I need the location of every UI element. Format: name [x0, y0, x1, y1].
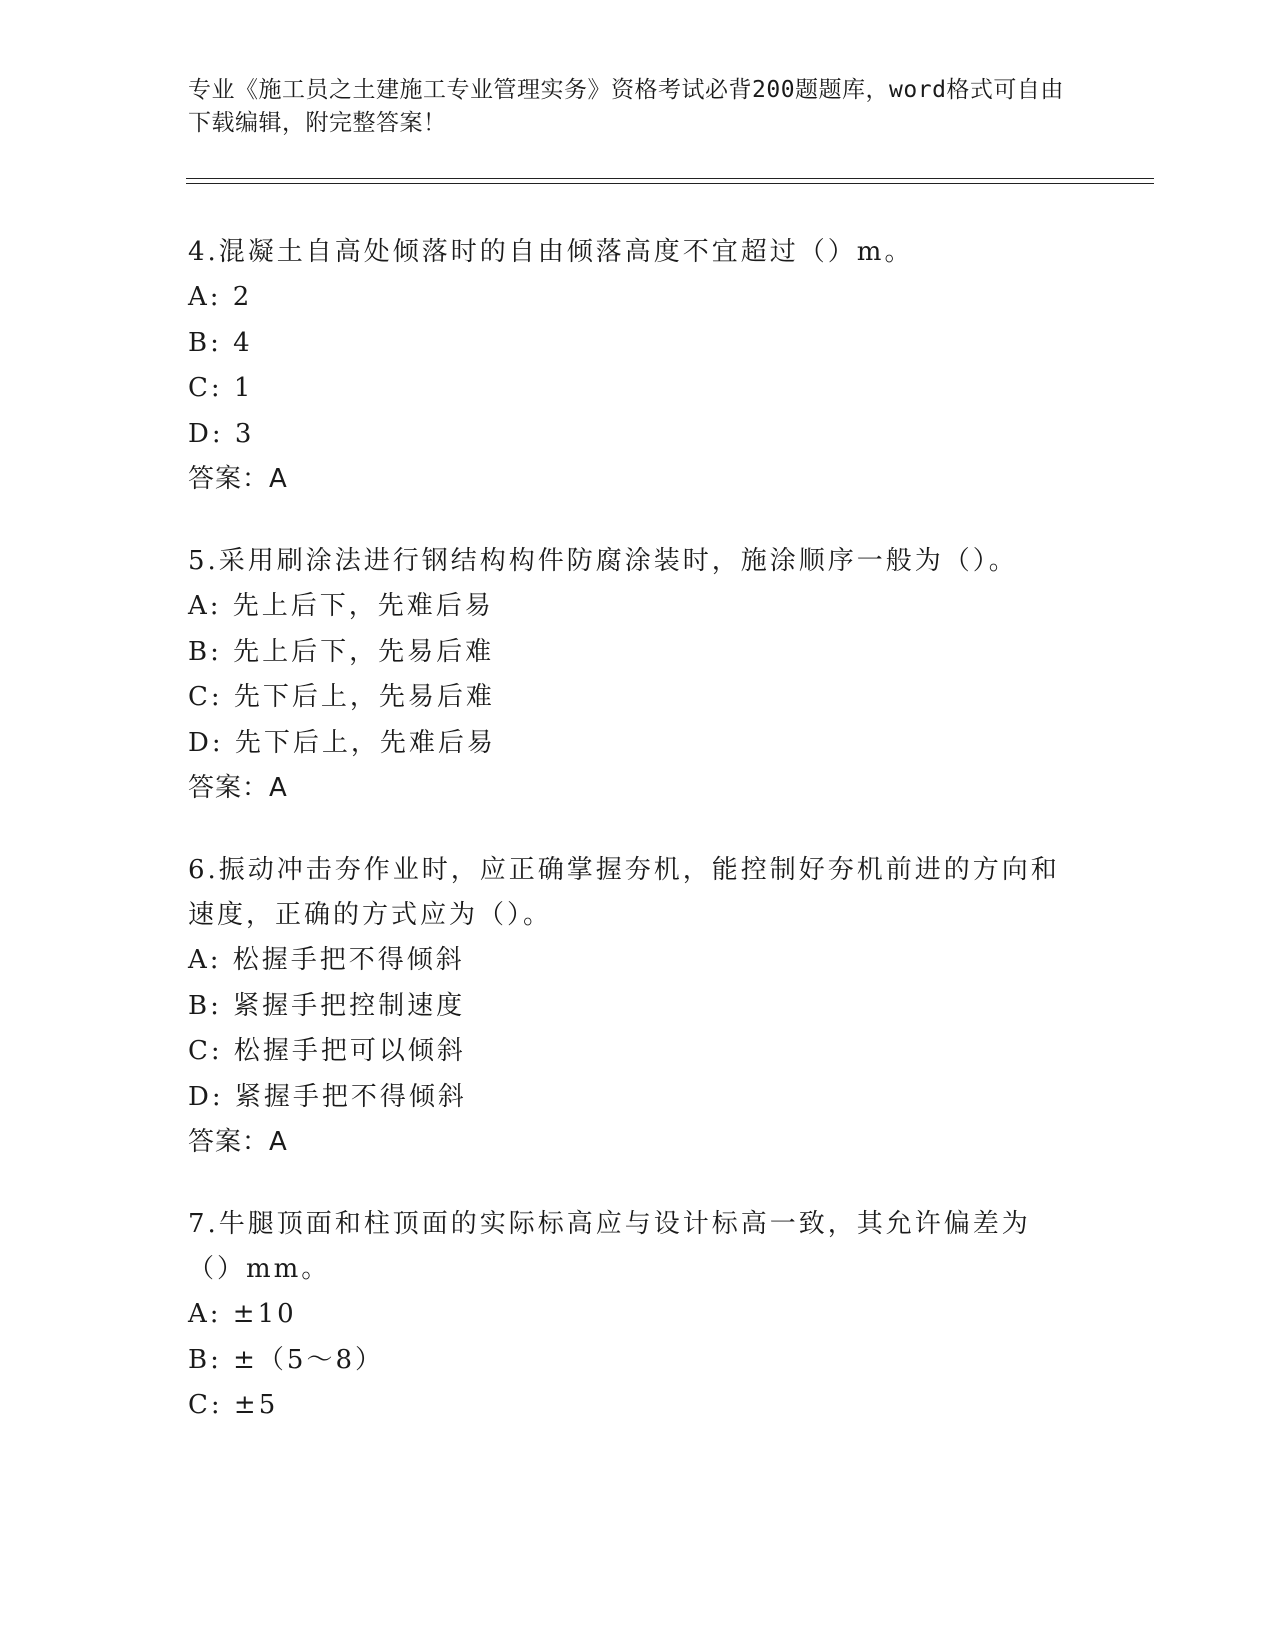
option-d: D: 3 [188, 418, 255, 449]
option-b: B: ±（5～8） [188, 1344, 385, 1375]
question-text: 6.振动冲击夯作业时，应正确掌握夯机，能控制好夯机前进的方向和速度，正确的方式应为（）。 [188, 855, 1060, 930]
document-header: 专业《施工员之土建施工专业管理实务》资格考试必背200题题库，word格式可自由下载编辑，附完整答案！ [188, 77, 1064, 136]
option-c: C: 松握手把可以倾斜 [188, 1036, 466, 1066]
answer: 答案：A [188, 1127, 288, 1157]
answer: 答案：A [188, 773, 288, 803]
question-5 [188, 539, 1088, 811]
question-text: 5.采用刷涂法进行钢结构构件防腐涂装时，施涂顺序一般为（）。 [188, 546, 1018, 576]
header-rule-top [186, 178, 1154, 179]
option-c: C: 1 [188, 373, 254, 403]
option-c: C: ±5 [188, 1390, 279, 1420]
header-rule-bottom [186, 183, 1154, 184]
question-list [188, 230, 1088, 1466]
option-a: A: 松握手把不得倾斜 [188, 945, 465, 975]
question-7 [188, 1202, 1088, 1429]
option-d: D: 先下后上，先难后易 [188, 727, 496, 758]
option-a: A: 2 [188, 282, 253, 312]
option-a: A: ±10 [188, 1299, 297, 1329]
option-b: B: 4 [188, 327, 253, 358]
question-6 [188, 848, 1088, 1165]
option-a: A: 先上后下，先难后易 [188, 591, 494, 621]
option-d: D: 紧握手把不得倾斜 [188, 1081, 467, 1112]
option-b: B: 紧握手把控制速度 [188, 990, 466, 1021]
question-4 [188, 230, 1088, 502]
option-c: C: 先下后上，先易后难 [188, 682, 495, 712]
answer: 答案：A [188, 464, 288, 494]
question-text: 4.混凝土自高处倾落时的自由倾落高度不宜超过（）m。 [188, 237, 914, 267]
question-text: 7.牛腿顶面和柱顶面的实际标高应与设计标高一致，其允许偏差为（）mm。 [188, 1209, 1031, 1284]
option-b: B: 先上后下，先易后难 [188, 636, 495, 667]
